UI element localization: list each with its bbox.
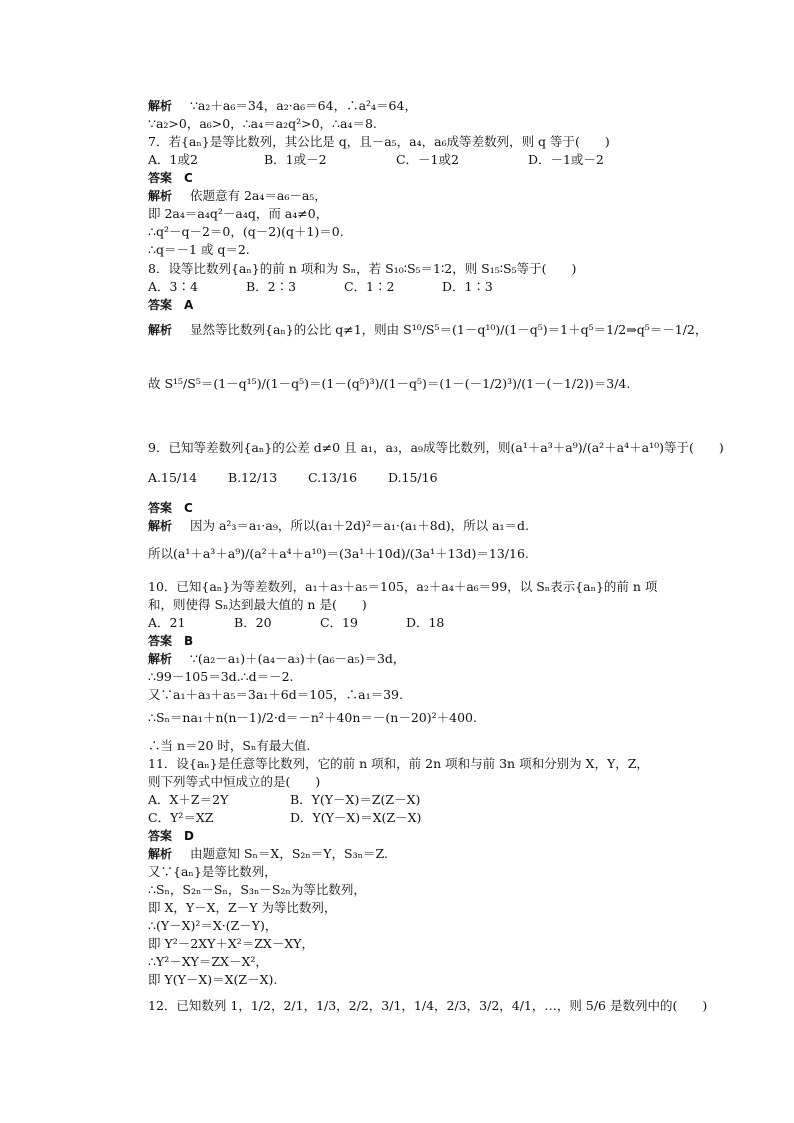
solution-text: 因为 a²₃＝a₁·a₉，所以(a₁＋2d)²＝a₁·(a₁＋8d)，所以 a₁＝d. [189, 518, 530, 533]
solution-formula: 故 S¹⁵/S⁵＝(1－q¹⁵)/(1－q⁵)＝(1－(q⁵)³)/(1－q⁵)＝(1－(－1/2)³)/(1－(－1/2))＝3/4. [148, 376, 631, 391]
answer-8: 答案 A [148, 298, 194, 312]
question-10-cont: 和，则使得 Sₙ达到最大值的 n 是( ) [148, 597, 367, 612]
question-8: 8．设等比数列{aₙ}的前 n 项和为 Sₙ，若 S₁₀∶S₅＝1∶2，则 S₁₅∶S₅等于( ) [148, 261, 577, 276]
solution-line: ∴Y²－XY＝ZX－X²， [148, 954, 268, 969]
solution-text: ∵a₂＋a₆＝34，a₂·a₆＝64，∴a²₄＝64， [189, 98, 417, 113]
solution-line [148, 322, 707, 338]
solution-line [148, 98, 417, 114]
answer-10: 答案 B [148, 634, 194, 648]
option-c: C．Y²＝XZ [148, 810, 214, 825]
question-11-options [148, 810, 421, 826]
solution-line: ∴q＝－1 或 q＝2. [148, 242, 250, 257]
option-b: B．Y(Y－X)＝Z(Z－X) [289, 792, 421, 807]
answer-11: 答案 D [148, 829, 194, 843]
solution-label: 解析 [148, 652, 173, 666]
solution-label: 解析 [148, 519, 173, 533]
option-d: D．Y(Y－X)＝X(Z－X) [289, 810, 422, 825]
option-a: A．3∶4 [148, 279, 198, 294]
solution-label: 解析 [148, 847, 173, 861]
answer-7: 答案 C [148, 171, 193, 185]
solution-label: 解析 [148, 99, 173, 113]
solution-line: ∴(Y－X)²＝X·(Z－Y)， [148, 918, 278, 933]
option-c: C．1∶2 [343, 279, 395, 294]
formula: ＝(1－q¹⁰)/(1－q⁵)＝1＋q⁵＝1/2⇒q⁵＝－1/2， [439, 322, 708, 337]
option-c: C．19 [319, 615, 358, 630]
option-d: D．18 [405, 615, 445, 630]
question-9-options [148, 470, 438, 486]
option-c: C.13/16 [307, 470, 358, 485]
question-7-options [148, 152, 604, 168]
solution-line [148, 846, 388, 862]
solution-text: 由题意知 Sₙ＝X，S₂ₙ＝Y，S₃ₙ＝Z. [189, 846, 388, 861]
solution-line: ∴99－105＝3d.∴d＝－2. [148, 669, 294, 684]
solution-line: ∴当 n＝20 时，Sₙ有最大值. [148, 738, 311, 753]
option-a: A．21 [148, 615, 186, 630]
solution-formula: ∴Sₙ＝na₁＋n(n－1)/2·d＝－n²＋40n＝－(n－20)²＋400. [148, 710, 477, 725]
question-8-options [148, 279, 493, 295]
question-text: 9．已知等差数列{aₙ}的公差 d≠0 且 a₁，a₃，a₉成等比数列，则 [148, 440, 511, 455]
solution-line: 又∵{aₙ}是等比数列， [148, 864, 277, 879]
solution-line: ∴q²－q－2＝0，(q－2)(q＋1)＝0. [148, 224, 344, 239]
question-9 [148, 440, 724, 456]
answer-9: 答案 C [148, 501, 193, 515]
question-10: 10．已知{aₙ}为等差数列，a₁＋a₃＋a₅＝105，a₂＋a₄＋a₆＝99，以 Sₙ表示{aₙ}的前 n 项 [148, 579, 658, 594]
solution-text: ∵a₂>0，a₆>0，∴a₄＝a₂q²>0，∴a₄＝8. [148, 116, 377, 131]
solution-line: 即 Y(Y－X)＝X(Z－X). [148, 972, 278, 987]
question-10-options [148, 615, 444, 631]
option-b: B．2∶3 [245, 279, 297, 294]
solution-formula: 所以(a¹＋a³＋a⁹)/(a²＋a⁴＋a¹⁰)＝(3a¹＋10d)/(3a¹＋13d)＝13/16. [148, 546, 529, 561]
solution-line: 即 Y²－2XY＋X²＝ZX－XY， [148, 936, 314, 951]
solution-line: 即 2a₄＝a₄q²－a₄q，而 a₄≠0， [148, 206, 329, 221]
option-d: D．－1或－2 [527, 152, 604, 167]
solution-text: 显然等比数列{aₙ}的公比 q≠1，则由 [189, 322, 400, 337]
solution-line [148, 518, 529, 534]
solution-line [148, 651, 405, 667]
solution-line [148, 188, 327, 204]
option-b: B．1或－2 [263, 152, 327, 167]
solution-label: 解析 [148, 189, 173, 203]
solution-line: 即 X，Y－X，Z－Y 为等比数列， [148, 900, 337, 915]
option-b: B．20 [233, 615, 272, 630]
option-d: D.15/16 [387, 470, 438, 485]
option-a: A.15/14 [148, 470, 198, 485]
option-a: A．1或2 [148, 152, 198, 167]
option-c: C．－1或2 [395, 152, 459, 167]
formula: (a¹＋a³＋a⁹)/(a²＋a⁴＋a¹⁰)等于( ) [510, 440, 724, 455]
solution-label: 解析 [148, 323, 173, 337]
option-a: A．X＋Z＝2Y [148, 792, 229, 807]
solution-text: 依题意有 2a₄＝a₆－a₅， [189, 188, 327, 203]
solution-line: 又∵a₁＋a₃＋a₅＝3a₁＋6d＝105，∴a₁＝39. [148, 687, 403, 702]
question-11-cont: 则下列等式中恒成立的是( ) [148, 774, 321, 789]
solution-line [148, 116, 377, 132]
solution-line: ∴Sₙ，S₂ₙ－Sₙ，S₃ₙ－S₂ₙ为等比数列， [148, 882, 366, 897]
option-d: D．1∶3 [441, 279, 493, 294]
question-7 [148, 134, 610, 150]
question-11-options [148, 792, 420, 808]
option-b: B.12/13 [227, 470, 278, 485]
question-11: 11．设{aₙ}是任意等比数列，它的前 n 项和，前 2n 项和与前 3n 项和分别为 X，Y，Z， [148, 756, 649, 771]
question-12: 12．已知数列 1，1/2，2/1，1/3，2/2，3/1，1/4，2/3，3/2，4/1，…，则 5/6 是数列中的( ) [148, 998, 708, 1013]
solution-text: ∵(a₂－a₁)＋(a₄－a₃)＋(a₆－a₅)＝3d， [189, 651, 406, 666]
question-text: 7．若{aₙ}是等比数列，其公比是 q，且－a₅，a₄，a₆成等差数列，则 q 等于( ) [148, 134, 610, 149]
formula: S¹⁰/S⁵ [403, 322, 440, 337]
